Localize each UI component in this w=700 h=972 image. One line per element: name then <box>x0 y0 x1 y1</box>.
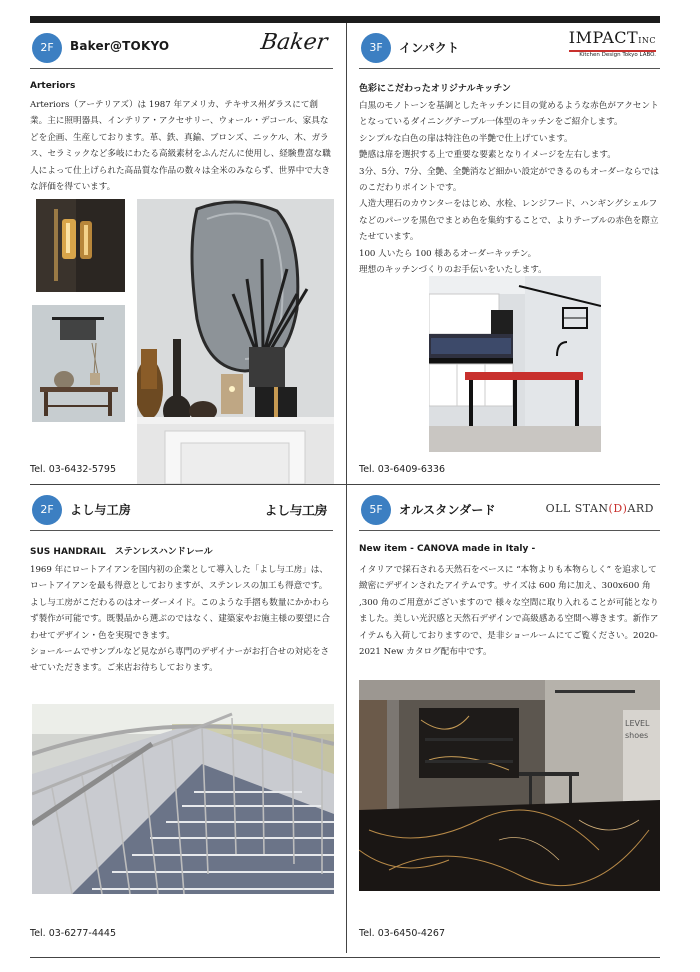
paragraph: シンプルな白色の扉は特注色の半艶で仕上げています。 <box>359 133 573 144</box>
panel-yoshiyo <box>30 486 333 954</box>
column-divider <box>346 23 347 953</box>
floor-badge: 2F <box>32 33 62 63</box>
paragraph: Arteriors（アーテリアズ）は 1987 年アメリカ、テキサス州ダラスにて創業。主に照明器具、インテリア・アクセサリー、ウォール・デコール、家具などを企画、生産しております。革、鉄、真鍮、ブロンズ、ニッケル、木、ガラス、セラミックなど多岐にわたる高級素材をふんだんに使用し、経験豊富な職人によって仕上げられた高品質な作品の数々は全米のみならず、世界中で大きな評価を得ています。 <box>30 100 331 193</box>
svg-text:LEVEL: LEVEL <box>625 719 650 728</box>
body-text <box>30 562 333 677</box>
panel-impact <box>359 24 660 482</box>
body-text <box>359 98 660 278</box>
store-name: オルスタンダード <box>399 503 496 517</box>
paragraph: 理想のキッチンづくりのお手伝いをいたします。 <box>359 265 547 276</box>
panel-header <box>359 486 660 531</box>
store-name: よし与工房 <box>70 503 132 517</box>
paragraph: 人造大理石のカウンターをはじめ、水栓、レンジフード、ハンギングシェルフなどのパーツを黒色でまとめ色を集約することで、よりテーブルの赤色を際立たせています。 <box>359 199 659 243</box>
panel-oll-standard <box>359 486 660 954</box>
section-subtitle: SUS HANDRAIL ステンレスハンドレール <box>30 547 213 557</box>
body-text <box>30 97 333 195</box>
paragraph: 100 人いたら 100 様あるオーダーキッチン。 <box>359 248 537 259</box>
paragraph: よし与工房がこだわるのはオーダーメイド。このような手摺も数量にかかわらず製作が可能です。既製品から選ぶのではなく、建築家やお施主様の要望に合わせてデザイン・色を実現できます。 <box>30 597 330 641</box>
telephone: Tel. 03-6450-4267 <box>359 928 446 939</box>
store-name: インパクト <box>399 41 460 55</box>
yoshiyo-logo: よし与工房 <box>264 504 327 519</box>
svg-text:shoes: shoes <box>625 731 649 740</box>
floor-badge: 3F <box>361 33 391 63</box>
paragraph: 艶感は扉を選択する上で重要な要素となりイメージを左右します。 <box>359 150 616 161</box>
paragraph: 1969 年にロートアイアンを国内初の企業として導入した「よし与工房」は、ロートアイアンを最も得意としておりますが、ステンレスの加工も得意です。 <box>30 565 328 592</box>
paragraph: 白黒のモノトーンを基調としたキッチンに目の覚めるような赤色がアクセントとなっているダイニングテーブル一体型のキッチンをご紹介します。 <box>359 101 659 128</box>
panel-baker <box>30 24 333 482</box>
paragraph: イタリアで採石される天然石をベースに “本物よりも本物らしく” を追求して緻密にデザインされたアイテムです。サイズは 600 角に加え、300x600 角 ,300 角のご用意がございますので 様々な空間に取り入れることが可能となりました。美しい光沢感と天然石デザインで高級感ある空間へ導きます。新作アイテムも入荷しておりますので、是非ショールームにてご覧ください。2020-2021 New カタログ配布中です。 <box>359 565 659 658</box>
photo-staircase <box>32 704 334 894</box>
bottom-rule <box>30 957 660 958</box>
body-text <box>359 562 660 660</box>
impact-logo: IMPACTINC Kitchen Design Tokyo LABO. <box>568 28 656 58</box>
row-divider <box>30 484 660 485</box>
telephone: Tel. 03-6409-6336 <box>359 464 446 475</box>
section-subtitle: New item - CANOVA made in Italy - <box>359 544 536 554</box>
photo-console-table <box>32 305 125 422</box>
telephone: Tel. 03-6432-5795 <box>30 464 117 475</box>
top-rule <box>30 16 660 23</box>
panel-header <box>30 486 333 531</box>
oll-standard-logo: OLL STAN(D)ARD <box>545 502 654 515</box>
photo-wall-sconce <box>36 199 125 292</box>
floor-badge: 2F <box>32 495 62 525</box>
photo-mantel-decor <box>137 199 334 484</box>
paragraph: 3分、5分、7分、全艶、全艶消など細かい設定ができるのもオーダーならではのこだわりポイントです。 <box>359 166 659 194</box>
section-subtitle: 色彩にこだわったオリジナルキッチン <box>359 84 511 94</box>
section-subtitle: Arteriors <box>30 81 76 91</box>
paragraph: ショールームでサンプルなど見ながら専門のデザイナーがお打合せの対応をさせていただきます。ご来店お待ちしております。 <box>30 647 330 674</box>
photo-marble-showroom <box>359 680 660 891</box>
baker-logo: Baker <box>259 30 329 55</box>
panel-header <box>30 24 333 69</box>
panel-header <box>359 24 660 69</box>
floor-badge: 5F <box>361 495 391 525</box>
store-name: Baker@TOKYO <box>70 39 170 53</box>
photo-kitchen <box>429 276 601 452</box>
telephone: Tel. 03-6277-4445 <box>30 928 117 939</box>
